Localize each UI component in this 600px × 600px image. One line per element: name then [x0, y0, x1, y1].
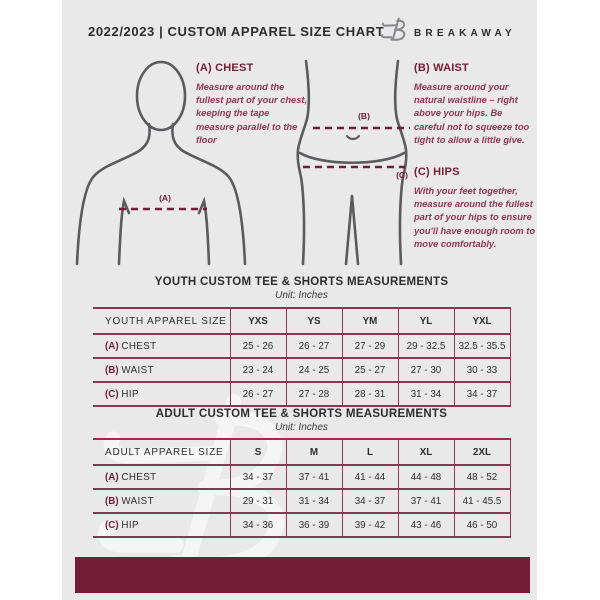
brand-name: BREAKAWAY: [414, 28, 516, 39]
chest-instruction-heading: (A) CHEST: [196, 62, 254, 74]
chest-instruction-body: Measure around the fullest part of your chest, keeping the tape measure parallel to the floor: [196, 82, 308, 145]
youth-table-unit: Unit: Inches: [275, 290, 328, 301]
cell: 44 - 48: [398, 465, 454, 489]
cell: 29 - 31: [230, 489, 286, 513]
size-l: L: [342, 439, 398, 465]
cell: 48 - 52: [454, 465, 510, 489]
breakaway-b-logo-icon: [380, 15, 410, 43]
row-header: (B) WAIST: [93, 489, 230, 513]
youth-size-column-header: YOUTH APPAREL SIZE: [93, 308, 230, 334]
adult-size-column-header: ADULT APPAREL SIZE: [93, 439, 230, 465]
size-2xl: 2XL: [454, 439, 510, 465]
youth-header-row: [93, 308, 510, 334]
cell: 46 - 50: [454, 513, 510, 537]
adult-chest-row: [93, 465, 510, 489]
cell: 23 - 24: [230, 358, 286, 382]
waist-instruction: [414, 62, 530, 147]
waist-line-label: (B): [358, 111, 370, 121]
cell: 34 - 37: [230, 465, 286, 489]
chest-instruction: [196, 62, 308, 147]
cell: 32.5 - 35.5: [454, 334, 510, 358]
youth-table-title: YOUTH CUSTOM TEE & SHORTS MEASUREMENTS: [154, 276, 449, 288]
page-background: [62, 0, 537, 600]
cell: 27 - 29: [342, 334, 398, 358]
footer-bar: [75, 557, 530, 593]
size-yl: YL: [398, 308, 454, 334]
youth-size-table: [93, 307, 511, 407]
size-yxs: YXS: [230, 308, 286, 334]
cell: 28 - 31: [342, 382, 398, 406]
hips-instruction: [414, 166, 538, 251]
hips-line-label: (C): [396, 170, 408, 180]
size-yxl: YXL: [454, 308, 510, 334]
cell: 25 - 27: [342, 358, 398, 382]
adult-header-row: [93, 439, 510, 465]
cell: 31 - 34: [398, 382, 454, 406]
cell: 34 - 37: [342, 489, 398, 513]
youth-hip-row: [93, 382, 510, 406]
row-header: (B) WAIST: [93, 358, 230, 382]
chest-line-label: (A): [159, 193, 171, 203]
size-ym: YM: [342, 308, 398, 334]
adult-waist-row: [93, 489, 510, 513]
cell: 24 - 25: [286, 358, 342, 382]
cell: 37 - 41: [286, 465, 342, 489]
cell: 34 - 36: [230, 513, 286, 537]
adult-table-unit: Unit: Inches: [275, 422, 328, 433]
cell: 34 - 37: [454, 382, 510, 406]
cell: 39 - 42: [342, 513, 398, 537]
page-title: 2022/2023 | CUSTOM APPAREL SIZE CHART: [88, 24, 385, 39]
hips-instruction-heading: (C) HIPS: [414, 166, 460, 178]
row-header: (C) HIP: [93, 382, 230, 406]
row-header: (C) HIP: [93, 513, 230, 537]
cell: 37 - 41: [398, 489, 454, 513]
cell: 27 - 30: [398, 358, 454, 382]
adult-table-title: ADULT CUSTOM TEE & SHORTS MEASUREMENTS: [155, 408, 448, 420]
cell: 26 - 27: [230, 382, 286, 406]
size-ys: YS: [286, 308, 342, 334]
row-header: (A) CHEST: [93, 465, 230, 489]
cell: 41 - 44: [342, 465, 398, 489]
youth-waist-row: [93, 358, 510, 382]
youth-chest-row: [93, 334, 510, 358]
cell: 31 - 34: [286, 489, 342, 513]
hips-instruction-body: With your feet together, measure around the fullest part of your hips to ensure you'll have enough room to move comfortably.: [414, 186, 536, 249]
cell: 43 - 46: [398, 513, 454, 537]
cell: 41 - 45.5: [454, 489, 510, 513]
waist-instruction-body: Measure around your natural waistline – right above your hips. Be careful not to squeeze too tight to allow a little give.: [414, 82, 530, 145]
figure-head: [137, 62, 185, 130]
adult-size-table: [93, 438, 511, 538]
adult-hip-row: [93, 513, 510, 537]
size-m: M: [286, 439, 342, 465]
cell: 30 - 33: [454, 358, 510, 382]
cell: 27 - 28: [286, 382, 342, 406]
cell: 25 - 26: [230, 334, 286, 358]
waist-instruction-heading: (B) WAIST: [414, 62, 469, 74]
size-xl: XL: [398, 439, 454, 465]
size-s: S: [230, 439, 286, 465]
cell: 36 - 39: [286, 513, 342, 537]
cell: 26 - 27: [286, 334, 342, 358]
cell: 29 - 32.5: [398, 334, 454, 358]
row-header: (A) CHEST: [93, 334, 230, 358]
